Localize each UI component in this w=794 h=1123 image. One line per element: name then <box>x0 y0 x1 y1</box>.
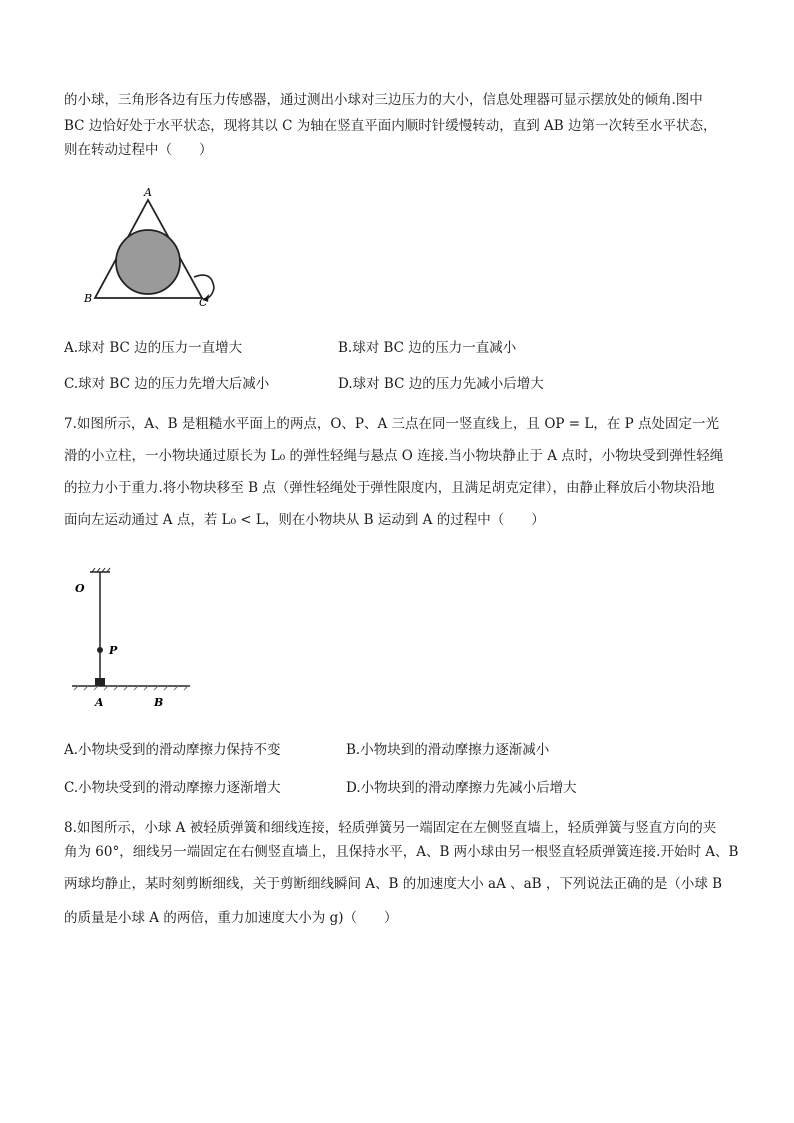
q7-line-1: 7.如图所示，A、B 是粗糙水平面上的两点，O、P、A 三点在同一竖直线上，且 OP = L，在 P 点处固定一光 <box>64 416 719 432</box>
q6-line-2: BC 边恰好处于水平状态，现将其以 C 为轴在竖直平面内顺时针缓慢转动，直到 AB 边第一次转至水平状态， <box>64 118 717 134</box>
q8-line-4: 的质量是小球 A 的两倍，重力加速度大小为 g)（ ） <box>64 910 398 926</box>
label-a: A <box>95 696 104 709</box>
label-a: A <box>144 186 152 199</box>
q8-line-2: 角为 60°，细线另一端固定在右侧竖直墙上，且保持水平，A、B 两小球由另一根竖直轻质弹簧连接.开始时 A、B <box>64 844 739 860</box>
q7-option-b: B.小物块到的滑动摩擦力逐渐减小 <box>346 742 550 758</box>
label-b: B <box>154 696 164 709</box>
q7-pendulum-figure <box>62 562 202 712</box>
q6-line-1: 的小球，三角形各边有压力传感器，通过测出小球对三边压力的大小，信息处理器可显示摆放处的倾角.图中 <box>64 92 703 108</box>
q6-option-c: C.球对 BC 边的压力先增大后减小 <box>64 376 270 392</box>
label-p: P <box>109 644 118 657</box>
block <box>95 678 105 686</box>
q7-line-2: 滑的小立柱，一小物块通过原长为 L₀ 的弹性轻绳与悬点 O 连接.当小物块静止于 A 点时，小物块受到弹性轻绳 <box>64 448 724 464</box>
q8-line-1: 8.如图所示，小球 A 被轻质弹簧和细线连接，轻质弹簧另一端固定在左侧竖直墙上，轻质弹簧与竖直方向的夹 <box>64 820 717 836</box>
label-b: B <box>84 292 93 305</box>
q7-line-3: 的拉力小于重力.将小物块移至 B 点（弹性轻绳处于弹性限度内，且满足胡克定律），由静止释放后小物块沿地 <box>64 480 715 496</box>
label-c: C <box>199 296 208 309</box>
q6-triangle-figure <box>62 182 232 312</box>
q6-line-3: 则在转动过程中（ ） <box>64 142 213 158</box>
q7-option-c: C.小物块受到的滑动摩擦力逐渐增大 <box>64 780 281 796</box>
q6-option-a: A.球对 BC 边的压力一直增大 <box>64 340 243 356</box>
label-o: O <box>75 582 85 595</box>
q7-option-d: D.小物块到的滑动摩擦力先减小后增大 <box>346 780 577 796</box>
q7-option-a: A.小物块受到的滑动摩擦力保持不变 <box>64 742 281 758</box>
q7-line-4: 面向左运动通过 A 点，若 L₀ < L，则在小物块从 B 运动到 A 的过程中（ ） <box>64 512 545 528</box>
q6-option-b: B.球对 BC 边的压力一直减小 <box>338 340 517 356</box>
q6-option-d: D.球对 BC 边的压力先减小后增大 <box>338 376 544 392</box>
q8-line-3: 两球均静止，某时刻剪断细线，关于剪断细线瞬间 A、B 的加速度大小 aA 、aB ，下列说法正确的是（小球 B <box>64 876 723 892</box>
post-p <box>97 647 103 653</box>
ball-shape <box>116 230 180 294</box>
